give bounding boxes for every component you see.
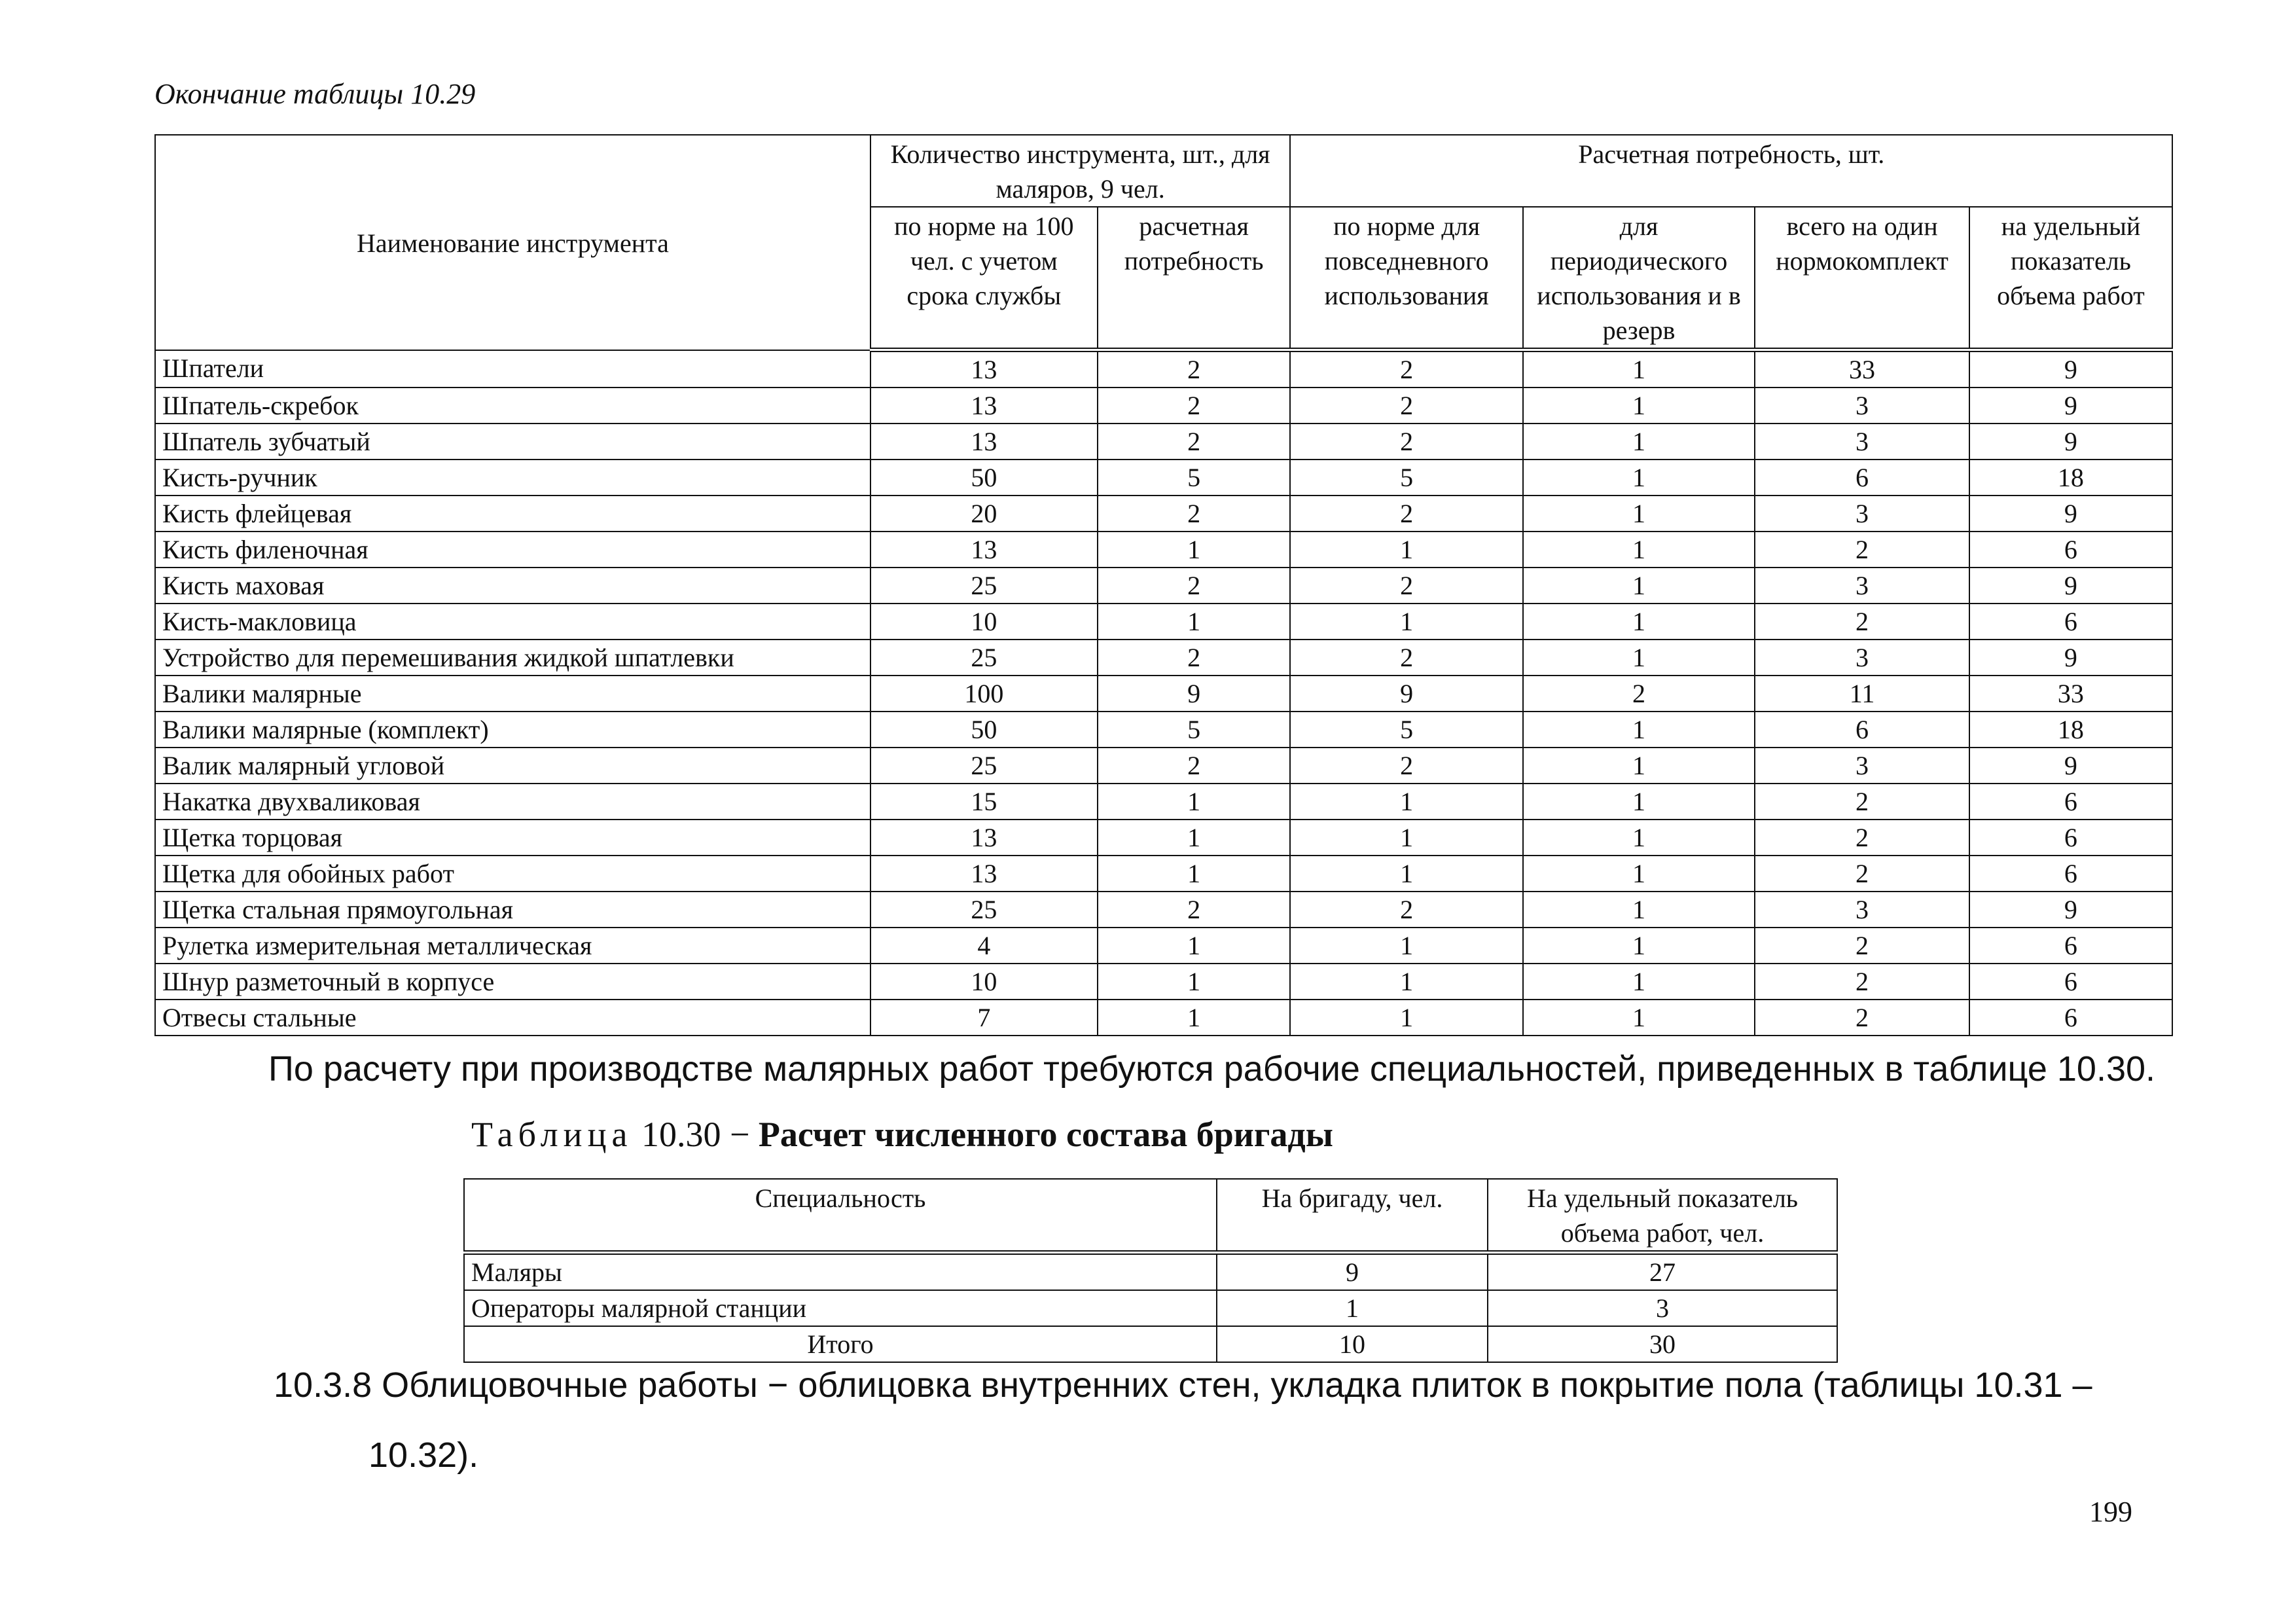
value-cell: 2 [1755, 784, 1969, 820]
header-daily-use: по норме для повседневного использования [1290, 207, 1522, 350]
value-cell: 2 [1290, 350, 1522, 388]
table-row [155, 568, 2172, 604]
value-cell: 9 [1969, 892, 2172, 928]
header-norm-100: по норме на 100 чел. с учетом срока службы [870, 207, 1098, 350]
value-cell: 1 [1523, 928, 1755, 964]
value-cell: 9 [1969, 568, 2172, 604]
value-cell: 3 [1755, 640, 1969, 676]
value-cell: 6 [1969, 964, 2172, 1000]
table-row [155, 388, 2172, 424]
header-quantity-group: Количество инструмента, шт., для маляров, 9 чел. [870, 135, 1291, 207]
tool-name-cell: Накатка двухваликовая [155, 784, 870, 820]
caption-prefix: Таблица [471, 1115, 633, 1154]
header-per-unit: На удельный показатель объема работ, чел. [1488, 1179, 1837, 1253]
value-cell: 2 [1755, 604, 1969, 640]
header-tool-name: Наименование инструмента [155, 135, 870, 350]
tool-name-cell: Устройство для перемешивания жидкой шпатлевки [155, 640, 870, 676]
value-cell: 1 [1523, 460, 1755, 496]
brigade-table [463, 1178, 1838, 1363]
value-cell: 1 [1523, 820, 1755, 856]
value-cell: 6 [1969, 1000, 2172, 1036]
value-cell: 9 [1969, 350, 2172, 388]
value-cell: 1 [1290, 604, 1522, 640]
value-cell: 13 [870, 350, 1098, 388]
value-cell: 13 [870, 856, 1098, 892]
value-cell: 1 [1290, 784, 1522, 820]
value-cell: 100 [870, 676, 1098, 712]
value-cell: 3 [1755, 892, 1969, 928]
value-cell: 1 [1290, 820, 1522, 856]
total-value: 10 [1217, 1326, 1488, 1362]
value-cell: 2 [1098, 388, 1291, 424]
value-cell: 13 [870, 388, 1098, 424]
value-cell: 1 [1098, 604, 1291, 640]
caption-number: 10.30 − [641, 1115, 750, 1154]
value-cell: 5 [1098, 460, 1291, 496]
table-row [155, 604, 2172, 640]
value-cell: 2 [1755, 820, 1969, 856]
specialty-cell: Операторы малярной станции [464, 1290, 1217, 1326]
value-cell: 13 [870, 820, 1098, 856]
value-cell: 1 [1523, 892, 1755, 928]
value-cell: 2 [1755, 532, 1969, 568]
value-cell: 1 [1098, 1000, 1291, 1036]
caption-title: Расчет численного состава бригады [758, 1115, 1333, 1154]
total-label: Итого [464, 1326, 1217, 1362]
value-cell: 1 [1523, 964, 1755, 1000]
value-cell: 6 [1969, 604, 2172, 640]
value-cell: 1 [1098, 964, 1291, 1000]
value-cell: 25 [870, 748, 1098, 784]
value-cell: 6 [1969, 856, 2172, 892]
tool-name-cell: Валик малярный угловой [155, 748, 870, 784]
value-cell: 2 [1098, 350, 1291, 388]
tool-name-cell: Кисть-ручник [155, 460, 870, 496]
value-cell: 10 [870, 604, 1098, 640]
table-row [155, 1000, 2172, 1036]
value-cell: 6 [1969, 820, 2172, 856]
table-row [155, 676, 2172, 712]
value-cell: 6 [1969, 928, 2172, 964]
value-cell: 18 [1969, 712, 2172, 748]
value-cell: 2 [1755, 928, 1969, 964]
value-cell: 1 [1290, 928, 1522, 964]
table-row [155, 892, 2172, 928]
value-cell: 4 [870, 928, 1098, 964]
table-row [155, 640, 2172, 676]
table-row [155, 424, 2172, 460]
tool-name-cell: Кисть маховая [155, 568, 870, 604]
value-cell: 50 [870, 460, 1098, 496]
brigade-table-body [464, 1253, 1837, 1363]
value-cell: 9 [1969, 424, 2172, 460]
value-cell: 1 [1290, 1000, 1522, 1036]
value-cell: 1 [1523, 604, 1755, 640]
value-cell: 2 [1098, 568, 1291, 604]
value-cell: 18 [1969, 460, 2172, 496]
value-cell: 3 [1755, 568, 1969, 604]
table-row [155, 496, 2172, 532]
value-cell: 15 [870, 784, 1098, 820]
total-value: 30 [1488, 1326, 1837, 1362]
value-cell: 2 [1098, 640, 1291, 676]
value-cell: 1 [1523, 712, 1755, 748]
tool-name-cell: Шпатели [155, 350, 870, 388]
header-per-brigade: На бригаду, чел. [1217, 1179, 1488, 1253]
paragraph-tiling-line2: 10.32). [368, 1435, 479, 1475]
value-cell: 2 [1290, 424, 1522, 460]
tools-table-body [155, 350, 2172, 1036]
value-cell: 27 [1488, 1253, 1837, 1291]
value-cell: 9 [1969, 496, 2172, 532]
value-cell: 7 [870, 1000, 1098, 1036]
table-caption [471, 1114, 1333, 1155]
value-cell: 6 [1969, 532, 2172, 568]
value-cell: 1 [1217, 1290, 1488, 1326]
value-cell: 2 [1290, 892, 1522, 928]
value-cell: 33 [1755, 350, 1969, 388]
value-cell: 1 [1523, 388, 1755, 424]
value-cell: 25 [870, 892, 1098, 928]
tool-name-cell: Валики малярные (комплект) [155, 712, 870, 748]
value-cell: 1 [1290, 856, 1522, 892]
table-row [155, 350, 2172, 388]
value-cell: 20 [870, 496, 1098, 532]
value-cell: 1 [1523, 350, 1755, 388]
value-cell: 2 [1290, 388, 1522, 424]
value-cell: 1 [1523, 496, 1755, 532]
header-specialty: Специальность [464, 1179, 1217, 1253]
tool-name-cell: Валики малярные [155, 676, 870, 712]
table-row [155, 820, 2172, 856]
value-cell: 1 [1523, 1000, 1755, 1036]
value-cell: 1 [1523, 784, 1755, 820]
header-requirement-group: Расчетная потребность, шт. [1290, 135, 2172, 207]
value-cell: 13 [870, 532, 1098, 568]
value-cell: 3 [1755, 496, 1969, 532]
table-row [155, 748, 2172, 784]
value-cell: 1 [1098, 856, 1291, 892]
paragraph-workers: По расчету при производстве малярных работ требуются рабочие специальностей, приведенных в таблице 10.30. [268, 1049, 2156, 1089]
value-cell: 33 [1969, 676, 2172, 712]
value-cell: 3 [1755, 388, 1969, 424]
tool-name-cell: Кисть-макловица [155, 604, 870, 640]
value-cell: 25 [870, 640, 1098, 676]
value-cell: 1 [1523, 568, 1755, 604]
value-cell: 2 [1098, 496, 1291, 532]
value-cell: 11 [1755, 676, 1969, 712]
value-cell: 2 [1098, 424, 1291, 460]
value-cell: 1 [1098, 784, 1291, 820]
value-cell: 1 [1290, 964, 1522, 1000]
value-cell: 1 [1098, 820, 1291, 856]
value-cell: 3 [1755, 424, 1969, 460]
header-per-unit-volume: на удельный показатель объема работ [1969, 207, 2172, 350]
value-cell: 2 [1098, 748, 1291, 784]
page-number: 199 [2089, 1496, 2132, 1528]
value-cell: 13 [870, 424, 1098, 460]
value-cell: 1 [1523, 748, 1755, 784]
tool-name-cell: Отвесы стальные [155, 1000, 870, 1036]
value-cell: 1 [1098, 532, 1291, 568]
table-row [155, 964, 2172, 1000]
value-cell: 2 [1290, 640, 1522, 676]
tool-name-cell: Кисть флейцевая [155, 496, 870, 532]
total-row [464, 1326, 1837, 1362]
value-cell: 1 [1290, 532, 1522, 568]
value-cell: 9 [1969, 640, 2172, 676]
tool-name-cell: Рулетка измерительная металлическая [155, 928, 870, 964]
header-periodic-reserve: для периодического использования и в резерв [1523, 207, 1755, 350]
table-row [155, 460, 2172, 496]
tool-name-cell: Шнур разметочный в корпусе [155, 964, 870, 1000]
value-cell: 2 [1098, 892, 1291, 928]
table-row [155, 856, 2172, 892]
value-cell: 2 [1290, 568, 1522, 604]
value-cell: 2 [1290, 496, 1522, 532]
value-cell: 5 [1098, 712, 1291, 748]
tools-table [154, 134, 2173, 1036]
value-cell: 1 [1523, 640, 1755, 676]
value-cell: 2 [1290, 748, 1522, 784]
value-cell: 5 [1290, 712, 1522, 748]
tool-name-cell: Кисть филеночная [155, 532, 870, 568]
value-cell: 5 [1290, 460, 1522, 496]
tool-name-cell: Щетка для обойных работ [155, 856, 870, 892]
value-cell: 1 [1523, 424, 1755, 460]
value-cell: 10 [870, 964, 1098, 1000]
value-cell: 2 [1755, 964, 1969, 1000]
value-cell: 2 [1755, 1000, 1969, 1036]
tool-name-cell: Шпатель-скребок [155, 388, 870, 424]
value-cell: 6 [1755, 712, 1969, 748]
value-cell: 1 [1523, 856, 1755, 892]
header-per-norm-set: всего на один нормокомплект [1755, 207, 1969, 350]
value-cell: 6 [1969, 784, 2172, 820]
continuation-title: Окончание таблицы 10.29 [154, 78, 476, 110]
value-cell: 9 [1290, 676, 1522, 712]
value-cell: 2 [1523, 676, 1755, 712]
value-cell: 50 [870, 712, 1098, 748]
value-cell: 1 [1523, 532, 1755, 568]
value-cell: 9 [1098, 676, 1291, 712]
tool-name-cell: Шпатель зубчатый [155, 424, 870, 460]
header-calculated-need: расчетная потребность [1098, 207, 1291, 350]
specialty-cell: Маляры [464, 1253, 1217, 1291]
tool-name-cell: Щетка стальная прямоугольная [155, 892, 870, 928]
value-cell: 6 [1755, 460, 1969, 496]
table-row [155, 928, 2172, 964]
table-row [155, 532, 2172, 568]
value-cell: 9 [1217, 1253, 1488, 1291]
value-cell: 3 [1488, 1290, 1837, 1326]
table-row [155, 712, 2172, 748]
value-cell: 9 [1969, 748, 2172, 784]
paragraph-tiling-line1: 10.3.8 Облицовочные работы − облицовка внутренних стен, укладка плиток в покрытие пола (таблицы 10.31 – [274, 1365, 2092, 1405]
table-row [464, 1290, 1837, 1326]
value-cell: 1 [1098, 928, 1291, 964]
value-cell: 2 [1755, 856, 1969, 892]
tool-name-cell: Щетка торцовая [155, 820, 870, 856]
value-cell: 25 [870, 568, 1098, 604]
table-row [155, 784, 2172, 820]
table-row [464, 1253, 1837, 1291]
value-cell: 3 [1755, 748, 1969, 784]
value-cell: 9 [1969, 388, 2172, 424]
